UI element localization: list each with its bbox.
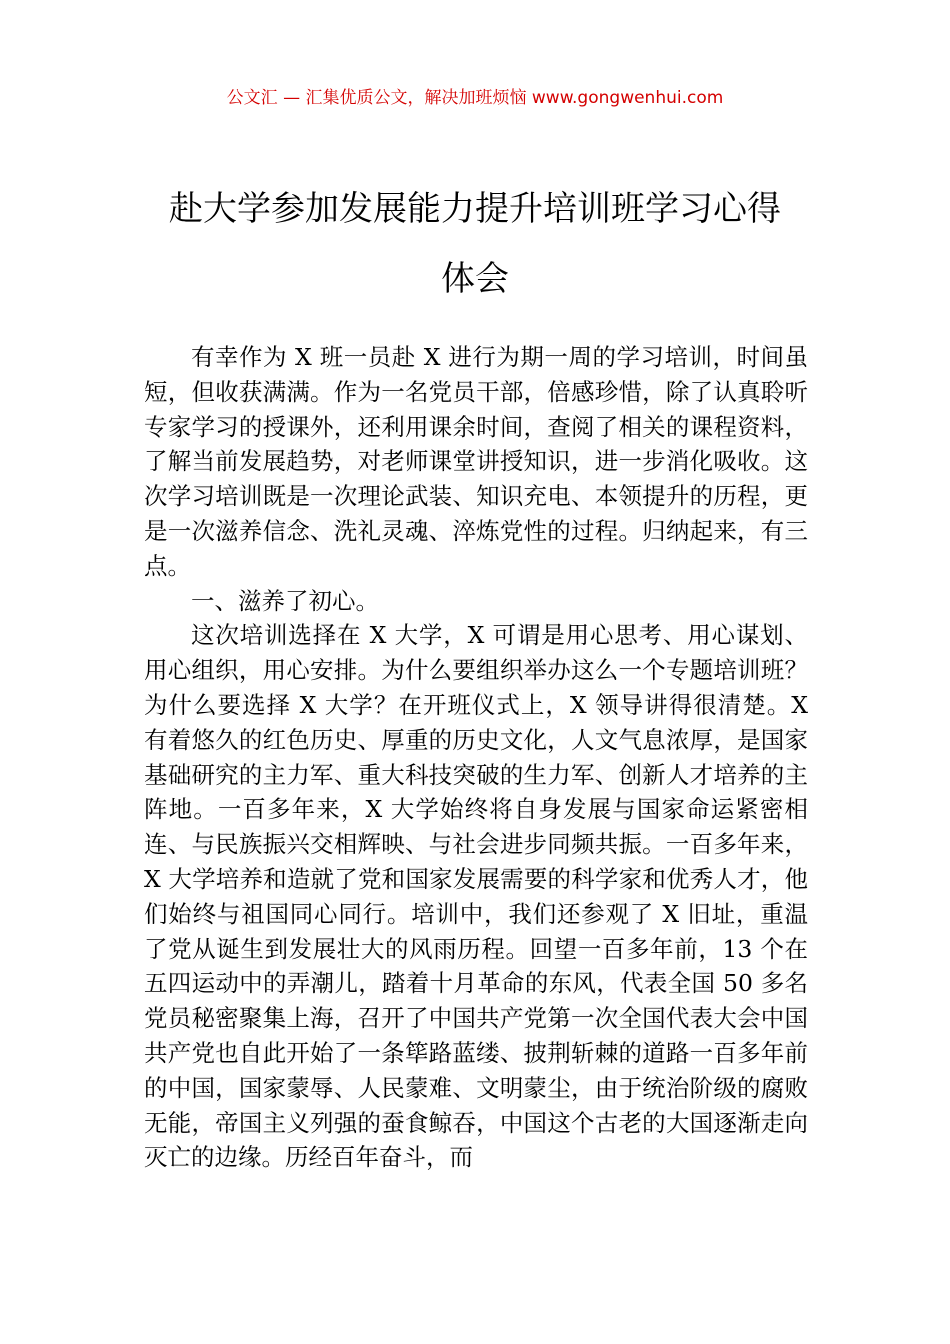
section-heading-1: 一、滋养了初心。 <box>191 586 379 615</box>
title-line-2: 体会 <box>441 259 509 299</box>
title-line-1: 赴大学参加发展能力提升培训班学习心得 <box>169 189 781 229</box>
header-banner: 公文汇 — 汇集优质公文，解决加班烦恼 www.gongwenhui.com <box>226 88 724 108</box>
paragraph-intro: 有幸作为 X 班一员赴 X 进行为期一周的学习培训，时间虽短，但收获满满。作为一名党员干部，倍感珍惜，除了认真聆听专家学习的授课外，还利用课余时间，查阅了相关的课程资料，了解当前发展趋势，对老师课堂讲授知识，进一步消化吸收。这次学习培训既是一次理论武装、知识充电、本领提升的历程，更是一次滋养信念、洗礼灵魂、淬炼党性的过程。归纳起来，有三点。 <box>144 343 808 580</box>
paragraph-section-1: 这次培训选择在 X 大学，X 可谓是用心思考、用心谋划、用心组织，用心安排。为什么要组织举办这么一个专题培训班？为什么要选择 X 大学？在开班仪式上，X 领导讲得很清楚。X 有着悠久的红色历史、厚重的历史文化，人文气息浓厚，是国家基础研究的主力军、重大科技突破的生力军、创新人才培养的主阵地。一百多年来，X 大学始终将自身发展与国家命运紧密相连、与民族振兴交相辉映、与社会进步同频共振。一百多年来，X 大学培养和造就了党和国家发展需要的科学家和优秀人才，他们始终与祖国同心同行。培训中，我们还参观了 X 旧址，重温了党从诞生到发展壮大的风雨历程。回望一百多年前，13 个在五四运动中的弄潮儿，踏着十月革命的东风，代表全国 50 多名党员秘密聚集上海，召开了中国共产党第一次全国代表大会中国共产党也自此开始了一条筚路蓝缕、披荆斩棘的道路一百多年前的中国，国家蒙辱、人民蒙难、文明蒙尘，由于统治阶级的腐败无能，帝国主义列强的蚕食鲸吞，中国这个古老的大国逐渐走向灭亡的边缘。历经百年奋斗，而 <box>144 621 808 1172</box>
document-title <box>130 174 820 314</box>
document-body <box>144 340 808 1175</box>
